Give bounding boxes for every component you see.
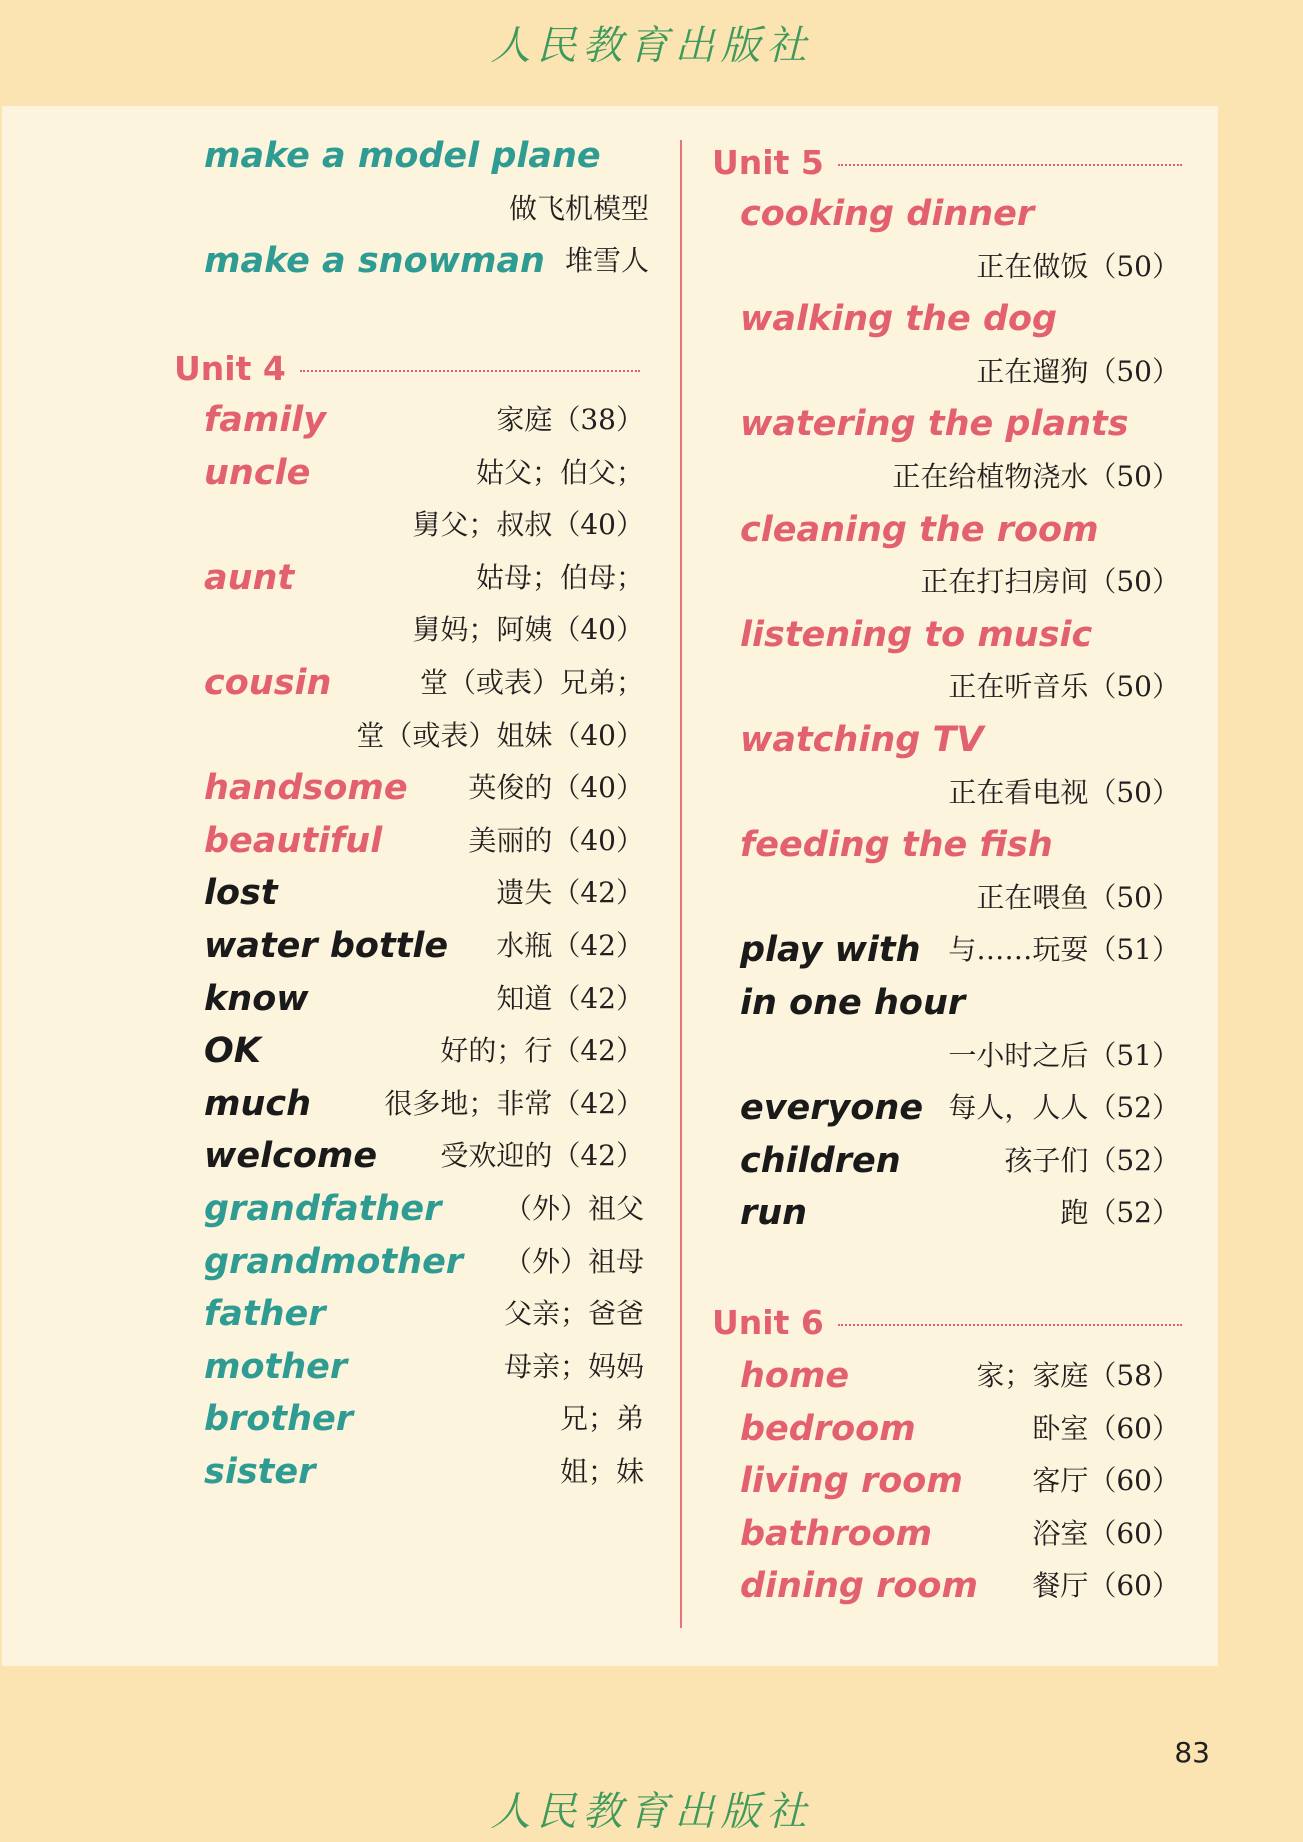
vocab-row	[204, 867, 644, 919]
vocab-english: children	[740, 1140, 901, 1181]
vocab-chinese: （外）祖父	[503, 1192, 644, 1225]
vocab-english: OK	[204, 1031, 261, 1072]
vocab-row	[204, 1130, 644, 1182]
vocab-chinese: 很多地；非常（42）	[384, 1086, 644, 1120]
vocab-english: cleaning the room	[740, 509, 1099, 550]
unit-heading	[712, 1300, 1182, 1344]
dotted-rule	[838, 1324, 1182, 1326]
vocab-chinese: 孩子们（52）	[1004, 1143, 1180, 1177]
vocab-row	[740, 293, 1180, 345]
vocab-english: grandmother	[204, 1241, 464, 1282]
unit-title: Unit 4	[174, 348, 286, 388]
vocab-english: bathroom	[740, 1513, 933, 1554]
vocab-english: grandfather	[204, 1189, 442, 1229]
vocab-row	[204, 394, 644, 446]
vocab-english: make a model plane	[204, 136, 601, 176]
page-number: 83	[1174, 1736, 1210, 1769]
vocab-chinese: 父亲；爸爸	[503, 1297, 644, 1331]
vocab-chinese: 受欢迎的（42）	[440, 1139, 644, 1173]
vocab-chinese: 正在打扫房间（50）	[920, 565, 1180, 599]
vocab-chinese: 美丽的（40）	[468, 823, 644, 857]
vocab-chinese: 正在给植物浇水（50）	[892, 460, 1180, 493]
vocab-english: run	[740, 1193, 808, 1234]
dotted-rule	[300, 370, 640, 372]
publisher-footer: 人民教育出版社	[490, 1789, 813, 1835]
vocab-english: home	[740, 1356, 850, 1396]
vocab-row	[204, 499, 644, 551]
vocab-row	[740, 872, 1180, 924]
vocab-chinese: 好的；行（42）	[440, 1034, 644, 1068]
vocab-english: feeding the fish	[740, 825, 1053, 866]
vocab-row	[740, 1560, 1180, 1612]
vocab-row	[204, 604, 644, 656]
vocab-row	[740, 398, 1180, 450]
vocab-row	[740, 1187, 1180, 1239]
vocabulary-panel	[2, 106, 1218, 1666]
vocab-row	[740, 1350, 1180, 1402]
vocab-row	[204, 183, 649, 235]
vocab-english: dining room	[740, 1566, 978, 1607]
vocab-chinese: 餐厅（60）	[1032, 1569, 1180, 1603]
vocab-english: beautiful	[204, 820, 383, 861]
vocab-chinese: 水瓶（42）	[496, 929, 644, 962]
vocab-english: brother	[204, 1399, 354, 1440]
vocab-chinese: 正在做饭（50）	[976, 249, 1180, 283]
vocab-row	[204, 1288, 644, 1340]
vocab-english: watering the plants	[740, 404, 1129, 445]
vocab-chinese: 正在喂鱼（50）	[976, 880, 1180, 914]
vocab-english: family	[204, 400, 327, 440]
vocab-chinese: 正在遛狗（50）	[976, 354, 1180, 388]
vocab-chinese: 舅父；叔叔（40）	[412, 508, 644, 542]
vocab-chinese: 家庭（38）	[496, 403, 644, 436]
dotted-rule	[838, 164, 1182, 166]
vocab-row	[740, 714, 1180, 766]
unit-heading	[174, 346, 640, 390]
vocab-chinese: 兄；弟	[559, 1402, 644, 1436]
vocab-chinese: 英俊的（40）	[468, 771, 644, 805]
vocab-row	[740, 241, 1180, 293]
vocab-row	[204, 710, 644, 762]
vocab-chinese: 家；家庭（58）	[976, 1359, 1180, 1392]
vocab-english: bedroom	[740, 1408, 916, 1449]
vocab-row	[204, 815, 644, 867]
vocab-row	[740, 924, 1180, 976]
vocab-row	[204, 1183, 644, 1235]
vocab-english: everyone	[740, 1088, 924, 1129]
vocab-row	[740, 1030, 1180, 1082]
vocab-chinese: 一小时之后（51）	[948, 1038, 1180, 1072]
vocab-row	[740, 767, 1180, 819]
vocab-row	[740, 1508, 1180, 1560]
vocab-chinese: 姑父；伯父；	[475, 455, 644, 489]
vocab-chinese: 做飞机模型	[508, 191, 649, 225]
vocab-english: handsome	[204, 768, 408, 809]
vocab-row	[204, 1025, 644, 1077]
vocab-chinese: 堂（或表）兄弟；	[419, 666, 644, 699]
vocab-chinese: 堆雪人	[564, 244, 649, 278]
vocab-row	[204, 1236, 644, 1288]
vocab-chinese: 与……玩耍（51）	[948, 933, 1180, 967]
vocab-chinese: 客厅（60）	[1032, 1464, 1180, 1498]
vocab-english: cooking dinner	[740, 194, 1035, 234]
publisher-header: 人民教育出版社	[490, 23, 813, 69]
vocab-row	[740, 1135, 1180, 1187]
vocab-chinese: 每人，人人（52）	[948, 1091, 1180, 1125]
vocab-row	[204, 920, 644, 972]
vocab-chinese: 浴室（60）	[1032, 1516, 1180, 1550]
vocab-row	[740, 1455, 1180, 1507]
vocab-chinese: 知道（42）	[496, 981, 644, 1015]
vocab-row	[740, 1403, 1180, 1455]
vocab-row	[740, 609, 1180, 661]
vocab-chinese: 正在听音乐（50）	[948, 670, 1180, 704]
vocab-english: sister	[204, 1452, 316, 1492]
vocab-row	[740, 504, 1180, 556]
vocab-chinese: 正在看电视（50）	[948, 775, 1180, 809]
vocab-english: cousin	[204, 663, 332, 703]
vocab-chinese: 舅妈；阿姨（40）	[412, 613, 644, 647]
vocab-chinese: 姐；妹	[559, 1455, 644, 1488]
vocab-english: know	[204, 978, 309, 1019]
vocab-english: make a snowman	[204, 241, 545, 282]
vocab-chinese: 遗失（42）	[496, 876, 644, 910]
vocab-english: water bottle	[204, 926, 449, 966]
vocab-row	[204, 1341, 644, 1393]
vocab-chinese: 母亲；妈妈	[503, 1349, 644, 1383]
vocab-row	[204, 447, 644, 499]
vocab-english: father	[204, 1294, 326, 1335]
vocab-row	[740, 977, 1180, 1029]
vocab-row	[204, 762, 644, 814]
vocab-english: aunt	[204, 557, 295, 598]
vocab-english: living room	[740, 1461, 963, 1502]
vocab-row	[204, 1446, 644, 1498]
vocab-row	[204, 657, 644, 709]
column-divider	[680, 140, 682, 1628]
vocab-english: lost	[204, 873, 278, 914]
vocab-row	[204, 130, 649, 182]
vocab-english: welcome	[204, 1136, 378, 1177]
vocab-chinese: 姑母；伯母；	[475, 560, 644, 594]
vocab-row	[740, 661, 1180, 713]
vocab-english: much	[204, 1083, 312, 1124]
unit-title: Unit 5	[712, 142, 824, 182]
vocab-row	[740, 188, 1180, 240]
vocab-row	[204, 1078, 644, 1130]
vocab-english: listening to music	[740, 614, 1093, 655]
vocab-row	[740, 1082, 1180, 1134]
vocab-chinese: 跑（52）	[1060, 1196, 1180, 1230]
vocab-row	[204, 1393, 644, 1445]
vocab-row	[740, 556, 1180, 608]
vocab-english: in one hour	[740, 983, 966, 1023]
vocab-row	[740, 451, 1180, 503]
vocab-row	[204, 235, 649, 287]
vocab-row	[204, 552, 644, 604]
unit-title: Unit 6	[712, 1302, 824, 1342]
vocab-english: walking the dog	[740, 299, 1058, 340]
vocab-english: play with	[740, 930, 921, 971]
vocab-row	[204, 973, 644, 1025]
vocab-chinese: 卧室（60）	[1032, 1411, 1180, 1445]
vocab-english: mother	[204, 1346, 348, 1387]
vocab-row	[740, 346, 1180, 398]
vocab-english: uncle	[204, 452, 311, 493]
vocab-english: watching TV	[740, 720, 984, 760]
vocab-chinese: （外）祖母	[503, 1244, 644, 1278]
vocab-chinese: 堂（或表）姐妹（40）	[356, 718, 644, 752]
unit-heading	[712, 140, 1182, 184]
vocab-row	[740, 819, 1180, 871]
